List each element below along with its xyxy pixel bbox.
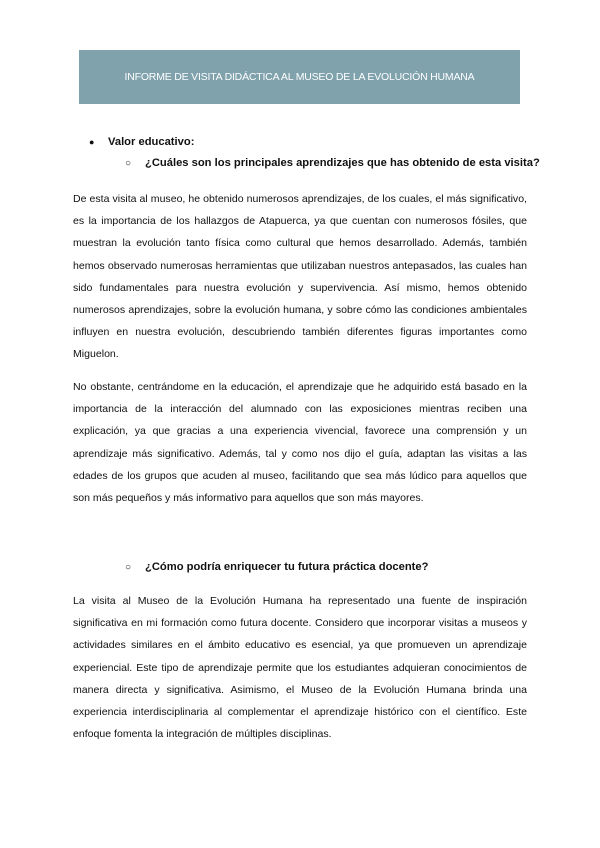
paragraph-3: La visita al Museo de la Evolución Humana ha representado una fuente de inspiración significativa en mi formación como futura docente. Considero que incorporar visitas a museos y actividades similares en el ámbito educativo es esencial, ya que promueven un aprendizaje experiencial. Este tipo de aprendizaje permite que los estudiantes adquieran conocimientos de manera directa y significativa. Asimismo, el Museo de la Evolución Humana brinda una experiencia interdisciplinaria al complementar el aprendizaje histórico con el científico. Este enfoque fomenta la integración de múltiples disciplinas. bbox=[73, 595, 527, 741]
paragraph-2: No obstante, centrándome en la educación, el aprendizaje que he adquirido está basado en la importancia de la interacción del alumnado con las exposiciones mientras reciben una explicación, ya que gracias a una experiencia vivencial, favorece una comprensión y un aprendizaje más significativo. Además, tal y como nos dijo el guía, adaptan las visitas a las edades de los grupos que acuden al museo, facilitando que sea más lúdico para aquellos que son más pequeños y más informativo para aquellos que son más mayores. bbox=[73, 381, 527, 505]
filled-circle-bullet-icon: ● bbox=[89, 137, 95, 147]
title-banner bbox=[79, 50, 520, 104]
question-1: ¿Cuáles son los principales aprendizajes que has obtenido de esta visita? bbox=[145, 157, 540, 169]
document-title: INFORME DE VISITA DIDÁCTICA AL MUSEO DE LA EVOLUCIÓN HUMANA bbox=[124, 71, 475, 83]
hollow-circle-bullet-icon: ○ bbox=[125, 561, 132, 573]
question-1-row bbox=[125, 157, 540, 169]
question-2-row bbox=[125, 561, 428, 573]
paragraph-1: De esta visita al museo, he obtenido numerosos aprendizajes, de los cuales, el más significativo, es la importancia de los hallazgos de Atapuerca, ya que cuentan con numerosos fósiles, que muestran la evolución tanto física como cultural que hemos desarrollado. Además, también hemos observado numerosas herramientas que utilizaban nuestros antepasados, las cuales han sido fundamentales para nuestra evolución y supervivencia. Así mismo, hemos obtenido numerosos aprendizajes, sobre la evolución humana, y sobre cómo las condiciones ambientales influyen en nuestra evolución, descubriendo también diferentes figuras importantes como Miguelon. bbox=[73, 193, 527, 361]
question-2: ¿Cómo podría enriquecer tu futura práctica docente? bbox=[145, 561, 429, 573]
section-heading-row bbox=[89, 136, 194, 148]
section-heading: Valor educativo: bbox=[108, 136, 195, 148]
hollow-circle-bullet-icon: ○ bbox=[125, 157, 132, 169]
